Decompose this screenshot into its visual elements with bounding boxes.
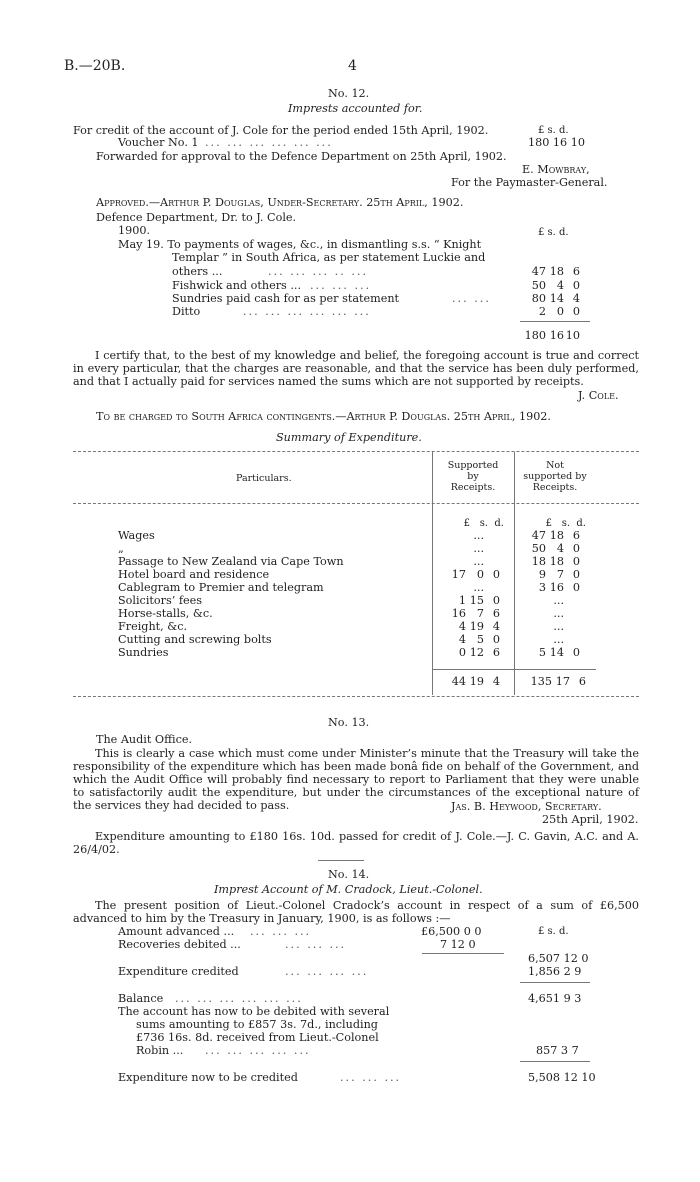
payment-line-2: Templar ” in South Africa, as per statement Luckie and: [172, 251, 486, 264]
account-value: 857 3 7: [536, 1044, 579, 1057]
amount-cell: 50 4 0: [531, 279, 580, 292]
year-label: 1900.: [118, 224, 151, 237]
balance-rule: [520, 982, 590, 983]
currency-header: £ s. d.: [538, 125, 569, 136]
leader-dots: ... ... ... ... ... ...: [243, 305, 371, 318]
header-particulars: Particulars.: [236, 473, 292, 484]
final-label: Expenditure now to be credited: [118, 1071, 298, 1084]
currency-header: £ s. d.: [538, 227, 569, 238]
not-supported-cell: 5 14 0: [538, 646, 580, 659]
supported-cell: 1 15 0: [458, 594, 500, 607]
payment-line-3: others ...: [172, 265, 223, 278]
account-line-1: The account has now to be debited with several: [118, 1005, 390, 1018]
supported-cell: 16 7 6: [451, 607, 500, 620]
supported-cell: ...: [473, 555, 484, 568]
amount-advanced-label: Amount advanced ...: [118, 925, 235, 938]
recoveries-label: Recoveries debited ...: [118, 938, 241, 951]
department-line: Defence Department, Dr. to J. Cole.: [96, 211, 297, 224]
header-not-supported: Not supported by Receipts.: [523, 460, 587, 493]
table-row-label: Freight, &c.: [118, 620, 188, 633]
final-value: 5,508 12 10: [528, 1071, 596, 1084]
not-supported-cell: 47 18 6: [531, 529, 580, 542]
not-supported-cell: 3 16 0: [538, 581, 580, 594]
not-supported-cell: ...: [553, 607, 564, 620]
section-title-no13: No. 13.: [328, 716, 370, 729]
header-rule: [73, 503, 639, 504]
final-rule: [520, 1061, 590, 1062]
not-supported-cell: ...: [553, 633, 564, 646]
table-bottom-rule: [73, 696, 639, 697]
section-subtitle-no12: Imprests accounted for.: [288, 102, 423, 115]
expenditure-value: 1,856 2 9: [528, 965, 582, 978]
not-supported-cell: 9 7 0: [538, 568, 580, 581]
table-row-label: Hotel board and residence: [118, 568, 270, 581]
item-label: Sundries paid cash for as per statement: [172, 292, 400, 305]
supported-cell: ...: [473, 581, 484, 594]
subtotal-rule: [422, 953, 504, 954]
document-reference: B.—20B.: [64, 58, 126, 74]
supported-cell: 4 19 4: [458, 620, 500, 633]
table-row-label: Horse-stalls, &c.: [118, 607, 213, 620]
expenditure-label: Expenditure credited: [118, 965, 239, 978]
audit-date: 25th April, 1902.: [542, 813, 639, 826]
credit-line: For credit of the account of J. Cole for the period ended 15th April, 1902.: [73, 124, 489, 137]
not-supported-cell: 50 4 0: [531, 542, 580, 555]
amount-cell: 47 18 6: [531, 265, 580, 278]
table-row-label: Passage to New Zealand via Cape Town: [118, 555, 344, 568]
page-number: 4: [348, 58, 357, 74]
total-amount: 180 16 10: [524, 329, 580, 342]
account-line-3: £736 16s. 8d. received from Lieut.-Colonel: [136, 1031, 379, 1044]
amount-cell: 80 14 4: [531, 292, 580, 305]
supported-cell: 0 12 6: [458, 646, 500, 659]
supported-cell: ...: [473, 542, 484, 555]
amount-advanced-value: £6,500 0 0: [421, 925, 482, 938]
section-title-no14: No. 14.: [328, 868, 370, 881]
not-supported-cell: ...: [553, 594, 564, 607]
leader-dots: ... ... ... ... ... ...: [205, 136, 333, 149]
voucher-label: Voucher No. 1: [118, 136, 199, 149]
balance-label: Balance: [118, 992, 164, 1005]
leader-dots: ... ... ...: [310, 279, 372, 292]
signature-cole: J. Cole.: [578, 389, 619, 402]
signature-mowbray: E. Mowbray,: [522, 163, 590, 176]
leader-dots: ... ... ...: [340, 1071, 402, 1084]
leader-dots: ... ... ... ... ...: [205, 1044, 311, 1057]
leader-dots: ... ... ... ...: [285, 965, 369, 978]
header-supported: Supported by Receipts.: [447, 460, 499, 493]
account-line-4: Robin ...: [136, 1044, 184, 1057]
certification-paragraph: I certify that, to the best of my knowledge and belief, the foregoing account is true and correct in every particular, that the charges are reasonable, and that the service has been duly performed, and that I actually paid for services named the sums which are not supported by receipts.: [73, 349, 639, 388]
table-row-label: Solicitors’ fees: [118, 594, 202, 607]
total-rule: [432, 669, 596, 670]
passed-paragraph: Expenditure amounting to £180 16s. 10d. passed for credit of J. Cole.—J. C. Gavin, A.C. and A. 26/4/02.: [73, 830, 639, 856]
amount-cell: 2 0 0: [538, 305, 580, 318]
cradock-intro: The present position of Lieut.-Colonel Cradock’s account in respect of a sum of £6,500 advanced to him by the Treasury in January, 1900, is as follows :—: [73, 899, 639, 925]
table-row-label: Cutting and screwing bolts: [118, 633, 272, 646]
subtotal-value: 6,507 12 0: [528, 952, 589, 965]
leader-dots: ... ...: [452, 292, 491, 305]
table-row-label: Wages: [118, 529, 155, 542]
signature-title: For the Paymaster-General.: [451, 176, 608, 189]
leader-dots: ... ... ...: [250, 925, 312, 938]
signature-heywood: Jas. B. Heywood, Secretary.: [451, 800, 602, 813]
item-label: Ditto: [172, 305, 201, 318]
total-rule: [520, 321, 590, 322]
charged-line: To be charged to South Africa contingents.—Arthur P. Douglas. 25th April, 1902.: [96, 410, 551, 423]
audit-paragraph: This is clearly a case which must come under Minister’s minute that the Treasury will take the responsibility of the expenditure which has been made bonâ fide on behalf of the Government, and which the Audit Office will probably find necessary to report to Parliament that they were unable to satisfactorily audit the expenditure, but under the circumstances of the exceptional nature of the services they had decided to pass.: [73, 747, 639, 812]
section-divider: [318, 860, 364, 861]
item-label: Fishwick and others ...: [172, 279, 302, 292]
supported-cell: ...: [473, 529, 484, 542]
not-supported-cell: ...: [553, 620, 564, 633]
account-line-2: sums amounting to £857 3s. 7d., including: [136, 1018, 378, 1031]
section-subtitle-no14: Imprest Account of M. Cradock, Lieut.-Colonel.: [214, 883, 483, 896]
audit-office-label: The Audit Office.: [96, 733, 193, 746]
voucher-amount: 180 16 10: [528, 136, 585, 149]
total-not-supported: 135 17 6: [530, 675, 586, 688]
currency-header: £ s. d.: [463, 518, 504, 529]
balance-value: 4,651 9 3: [528, 992, 582, 1005]
supported-cell: 17 0 0: [451, 568, 500, 581]
summary-title: Summary of Expenditure.: [276, 431, 422, 444]
currency-header: £ s. d.: [538, 926, 569, 937]
currency-header: £ s. d.: [545, 518, 586, 529]
leader-dots: ... ... ...: [285, 938, 347, 951]
total-supported: 44 19 4: [451, 675, 500, 688]
forwarded-line: Forwarded for approval to the Defence Department on 25th April, 1902.: [96, 150, 507, 163]
table-row-label: „: [118, 542, 124, 555]
section-title-no12: No. 12.: [328, 87, 370, 100]
supported-cell: 4 5 0: [458, 633, 500, 646]
not-supported-cell: 18 18 0: [531, 555, 580, 568]
approved-line: Approved.—Arthur P. Douglas, Under-Secretary. 25th April, 1902.: [96, 196, 464, 209]
recoveries-value: 7 12 0: [440, 938, 476, 951]
table-row-label: Sundries: [118, 646, 169, 659]
leader-dots: ... ... ... .. ...: [268, 265, 369, 278]
table-top-rule: [73, 451, 639, 452]
table-row-label: Cablegram to Premier and telegram: [118, 581, 324, 594]
leader-dots: ... ... ... ... ... ...: [175, 992, 303, 1005]
payment-line: May 19. To payments of wages, &c., in dismantling s.s. “ Knight: [118, 238, 482, 251]
